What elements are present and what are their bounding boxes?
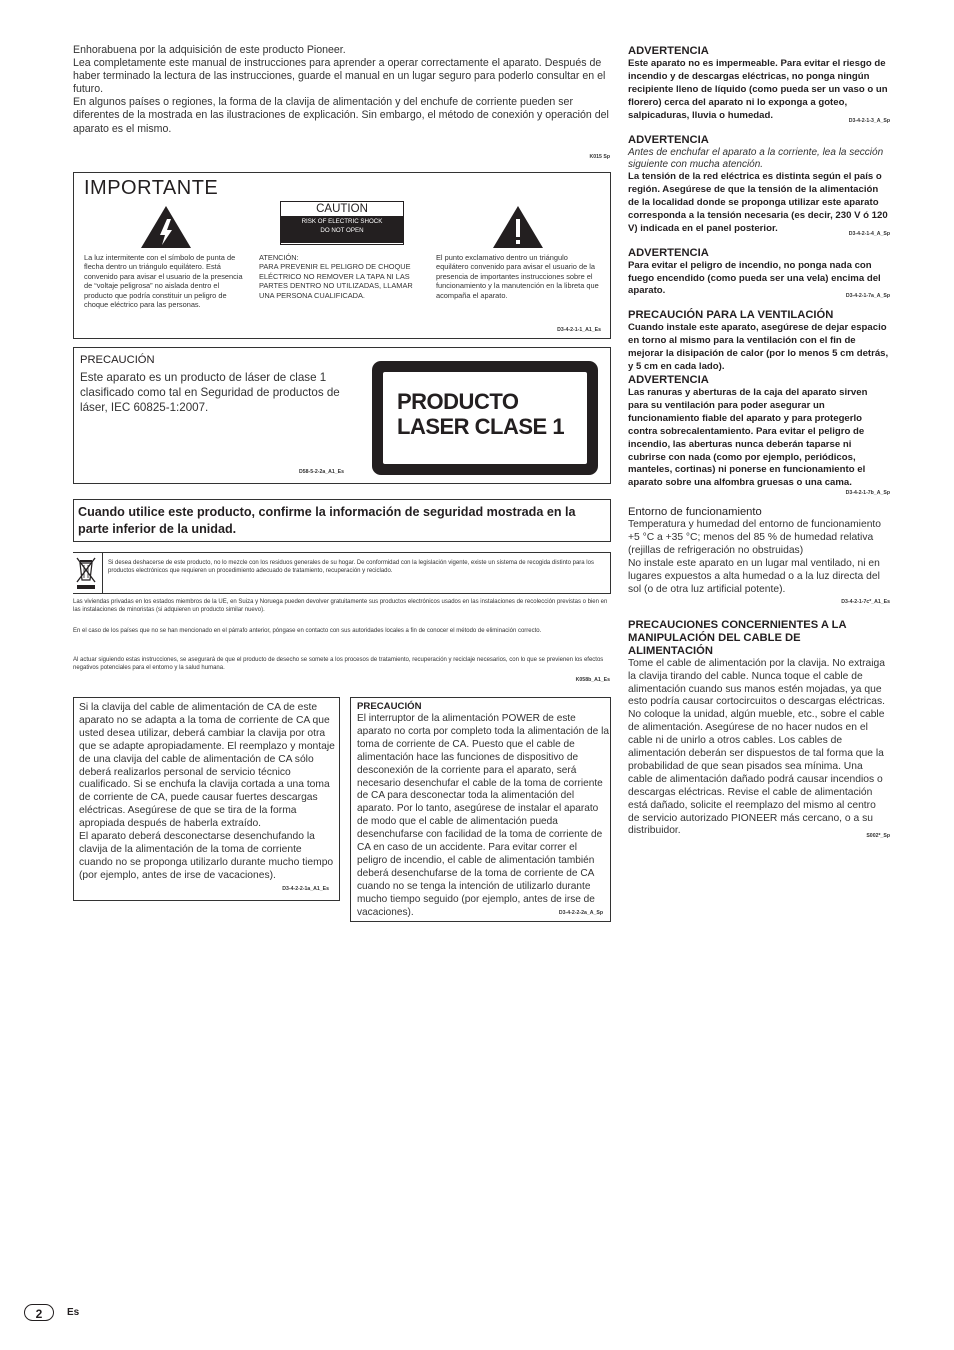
adv3-text: Para evitar el peligro de incendio, no ponga nada con fuego encendido (como pueda ser una vela) encima del aparato. D3-4-2-1-7a_A_Sp bbox=[628, 260, 890, 299]
adv1-code: D3-4-2-1-3_A_Sp bbox=[848, 117, 890, 124]
power-box bbox=[350, 697, 611, 922]
footer-lang: Es bbox=[67, 1307, 80, 1318]
right-column bbox=[628, 45, 890, 843]
page-number: 2 bbox=[35, 1307, 43, 1321]
adv2-code: D3-4-2-1-4_A_Sp bbox=[848, 230, 890, 237]
weee-box-text: Si desea deshacerse de este producto, no lo mezcle con los residuos generales de su hogar. De conformidad con la legislación vigente, existe un sistema de recogida distinto para los productos electrónicos que requieren un procedimiento adecuado de tratamiento, recuperación y reciclado. bbox=[108, 560, 594, 574]
weee-para2: En el caso de los países que no se han mencionado en el párrafo anterior, póngase en contacto con sus autoridades locales a fin de conocer el método de eliminación correcto. bbox=[73, 628, 542, 634]
plug-text: Si la clavija del cable de alimentación de CA de este aparato no se adapta a la toma de corriente de CA que usted desea utilizar, deberá cambiar la clavija por otra que se adapte apropiadamente. El reemplazo y montaje de una clavija del cable de alimentación de CA sólo deberá realizarlos personal de servicio técnico cualificado. Si se enchufa la clavija cortada a una toma de corriente de CA, puede causar fuertes descargas eléctricas. Asegúrese de que se tira de la forma apropiada después de haberla extraído. El aparato deberá desconectarse desenchufando la clavija de la alimentación de la toma de corriente cuando no se proponga utilizarlo durante mucho tiempo (por ejemplo, antes de irse de vacaciones). bbox=[79, 702, 335, 881]
vent-text: Cuando instale este aparato, asegúrese de dejar espacio en torno al mismo para la ventilación con el fin de mejorar la disipación de calor (por lo menos 5 cm detrás, y 5 cm en cada lado). bbox=[628, 322, 889, 373]
laser-code: D58-5-2-2a_A1_Es bbox=[299, 469, 344, 475]
caution-sub: RISK OF ELECTRIC SHOCK DO NOT OPEN bbox=[281, 216, 403, 243]
weee-para3: Al actuar siguiendo estas instrucciones, se asegurará de que el producto de desecho se somete a los procesos de tratamiento, recuperación y reciclaje necesarios, con lo que se previenen los efectos negativos potenciales para el entorno y la salud humana. bbox=[73, 657, 604, 671]
caution-title: CAUTION bbox=[281, 202, 403, 216]
power-code: D3-4-2-2-2a_A_Sp bbox=[558, 910, 603, 916]
confirm-box bbox=[73, 499, 611, 542]
laser-box bbox=[73, 347, 611, 484]
weee-para1: Las viviendas privadas en los estados miembros de la UE, en Suiza y Noruega pueden devolver gratuitamente sus productos electrónicos usados en las instalaciones de recolección previstas o bien en las instalaciones de minoristas (si adquieren un producto similar nuevo). bbox=[73, 599, 608, 613]
laser-text: Este aparato es un producto de láser de clase 1 clasificado como tal en Seguridad de productos de láser, IEC 60825-1:2007. bbox=[80, 371, 340, 414]
intro-code: K015 Sp bbox=[589, 154, 610, 160]
lightning-warning-icon bbox=[140, 205, 192, 249]
exclamation-warning-icon bbox=[492, 205, 544, 249]
adv3-code: D3-4-2-1-7a_A_Sp bbox=[845, 293, 890, 300]
importante-code: D3-4-2-1-1_A1_Es bbox=[557, 327, 601, 333]
cable-text: Tome el cable de alimentación por la clavija. No extraiga la clavija tirando del cable. Nunca toque el cable de alimentación cuando sus manos estén mojadas, ya que esto podría causar cortocircuitos o descargas eléctricas. No coloque la unidad, algún mueble, etc., sobre el cable de alimentación. Asegúrese de no hacer nudos en el cable ni de unirlo a otros cables. Los cables de alimentación deberán ser dispuestos de tal forma que la probabilidad de que sean pisados sea mínima. Una cable de alimentación dañado podrá causar incendios o descargas eléctricas. Revise el cable de alimentación está dañado, solicite el reemplazo del mismo al centro de servicio autorizado PIONEER más cercano, o a su distribuidor. S002*_Sp bbox=[628, 658, 890, 839]
adv4-text: Las ranuras y aberturas de la caja del aparato sirven para su ventilación para poder asegurar un funcionamiento fiable del aparato y para protegerlo contra sobrecalentamiento. Para evitar el peligro de incendio, las aberturas nunca deberán taparse ni cubrirse con nada (como por ejemplo, periódicos, manteles, cortinas) ni ponerse en funcionamiento el aparato sobre una alfombra gruesas o una cama. bbox=[628, 387, 868, 489]
importante-col3: El punto exclamativo dentro un triángulo equilátero convenido para avisar el usuario de la presencia de importantes instrucciones sobre el funcionamiento y la manutención en la libreta que acompaña el aparato. bbox=[436, 253, 599, 300]
adv3-title: ADVERTENCIA bbox=[628, 246, 709, 259]
intro-text: Enhorabuena por la adquisición de este producto Pioneer. Lea completamente este manual de instrucciones para aprender a operar correctamente el aparato. Después de haber terminado la lectura de las instrucciones, guarde el manual en un lugar seguro para poderlo consultar en el futuro. En algunos países o regiones, la forma de la clavija de alimentación y del enchufe de corriente pueden ser diferentes de la mostrada en las ilustraciones de explicación. Sin embargo, el método de conexión y operación del aparato es el mismo. bbox=[73, 44, 609, 135]
power-heading: PRECAUCIÓN bbox=[357, 701, 422, 712]
adv2-title: ADVERTENCIA bbox=[628, 133, 709, 146]
env-title: Entorno de funcionamiento bbox=[628, 506, 762, 519]
importante-col1: La luz intermitente con el símbolo de punta de flecha dentro un triángulo equilátero. Está convenido para avisar el usuario de la presencia de “voltaje peligrosa” no aislada dentro el producto que podría constituir un peligro de choque eléctrico para las personas. bbox=[84, 253, 243, 310]
laser-heading: PRECAUCIÓN bbox=[80, 354, 155, 366]
plug-box bbox=[73, 697, 340, 901]
laser-label-line2: LASER CLASE 1 bbox=[397, 414, 565, 439]
vent-title: PRECAUCIÓN PARA LA VENTILACIÓN bbox=[628, 309, 834, 322]
env-text: Temperatura y humedad del entorno de funcionamiento +5 °C a +35 °C; menos del 85 % de humedad relativa (rejillas de refrigeración no obstruidas) No instale este aparato en un lugar mal ventilado, ni en lugares expuestos a alta humedad o a la luz directa del sol (o de otra luz artificial potente). bbox=[628, 519, 882, 595]
env-code: D3-4-2-1-7c*_A1_Es bbox=[841, 598, 890, 605]
laser-class-label bbox=[372, 361, 598, 475]
page-number-badge bbox=[24, 1304, 54, 1321]
adv4-code: D3-4-2-1-7b_A_Sp bbox=[845, 490, 890, 497]
importante-title: IMPORTANTE bbox=[84, 177, 219, 199]
cable-title: PRECAUCIONES CONCERNIENTES A LA MANIPULACIÓN DEL CABLE DE ALIMENTACIÓN bbox=[628, 618, 847, 657]
confirm-text: Cuando utilice este producto, confirme la información de seguridad mostrada en la parte inferior de la unidad. bbox=[78, 505, 576, 536]
laser-label-line1: PRODUCTO bbox=[397, 389, 519, 414]
adv2-italic: Antes de enchufar el aparato a la corriente, lea la sección siguiente con mucha atención. bbox=[628, 146, 884, 170]
crossed-bin-icon bbox=[75, 556, 97, 590]
caution-label bbox=[280, 201, 404, 245]
weee-code: K058b_A1_Es bbox=[575, 677, 610, 683]
adv4-title: ADVERTENCIA bbox=[628, 374, 709, 386]
plug-code: D3-4-2-2-1a_A1_Es bbox=[282, 886, 329, 892]
power-text: El interruptor de la alimentación POWER de este aparato no corta por completo toda la alimentación de la toma de corriente de CA. Puesto que el cable de alimentación hace las funciones de dispositivo de desconexión de la corriente para el aparato, será necesario desenchufar el cable de la toma de corriente de CA para desconectar toda la alimentación del aparato. Por lo tanto, asegúrese de instalar el aparato de modo que el cable de alimentación pueda desenchufarse con facilidad de la toma de corriente de CA en caso de un accidente. Para evitar correr el peligro de incendio, el cable de alimentación también deberá desenchufarse de la toma de corriente de CA cuando no se tenga la intención de utilizarlo durante mucho tiempo seguido (por ejemplo, antes de irse de vacaciones). bbox=[357, 713, 609, 918]
adv1-title: ADVERTENCIA bbox=[628, 45, 709, 57]
importante-box bbox=[73, 172, 611, 339]
adv2-text: La tensión de la red eléctrica es distinta según el país o región. Asegúrese de que la tensión de la alimentación de la localidad donde se proponga utilizar este aparato corresponda a la tensión necesaria (es decir, 230 V ó 120 V) indicada en el panel posterior. D3-4-2-1-4_A_Sp bbox=[628, 171, 890, 236]
importante-col2: ATENCIÓN: PARA PREVENIR EL PELIGRO DE CHOQUE ELÉCTRICO NO REMOVER LA TAPA NI LAS PARTES DENTRO NO UTILIZADAS, LLAMAR UNA PERSONA CUALIFICADA. bbox=[259, 253, 413, 300]
adv1-text: Este aparato no es impermeable. Para evitar el riesgo de incendio y de descargas eléctricas, no ponga ningún recipiente lleno de líquido (como pueda ser un vaso o un florero) cerca del aparato ni lo exponga a goteo, salpicaduras, lluvia o humedad. D3-4-2-1-3_A_Sp bbox=[628, 58, 890, 123]
cable-code: S002*_Sp bbox=[866, 833, 890, 840]
weee-box bbox=[73, 552, 611, 594]
